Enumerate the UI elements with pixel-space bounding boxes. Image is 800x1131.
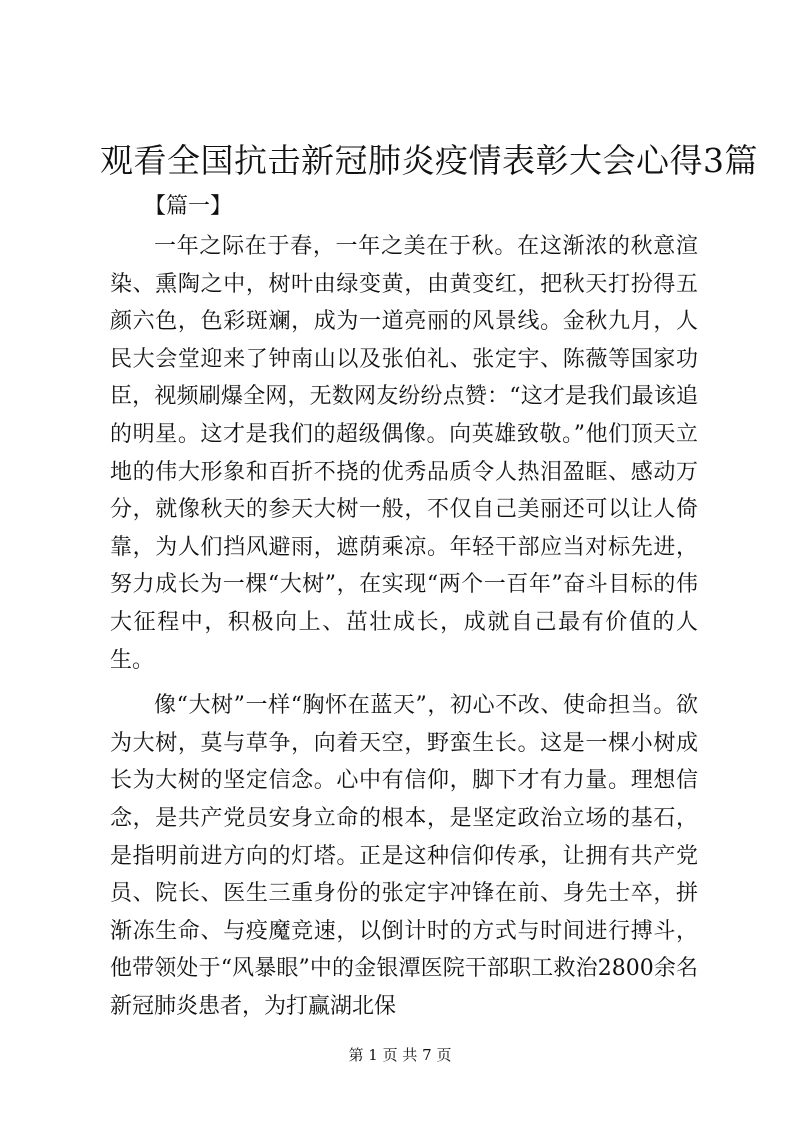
paragraph-1: 一年之际在于春，一年之美在于秋。在这渐浓的秋意渲染、熏陶之中，树叶由绿变黄，由黄变红，把秋天打扮得五颜六色，色彩斑斓，成为一道亮丽的风景线。金秋九月，人民大会堂迎来了钟南山以及张伯礼、张定宇、陈薇等国家功臣，视频刷爆全网，无数网友纷纷点赞：“这才是我们最该追的明星。这才是我们的超级偶像。向英雄致敬。”他们顶天立地的伟大形象和百折不挠的优秀品质令人热泪盈眶、感动万分，就像秋天的参天大树一般，不仅自己美丽还可以让人倚靠，为人们挡风避雨，遮荫乘凉。年轻干部应当对标先进，努力成长为一棵“大树”，在实现“两个一百年”奋斗目标的伟大征程中，积极向上、茁壮成长，成就自己最有价值的人生。 bbox=[110, 234, 698, 673]
section-label: 【篇一】 bbox=[144, 194, 233, 219]
paragraph-2: 像“大树”一样“胸怀在蓝天”，初心不改、使命担当。欲为大树，莫与草争，向着天空，野蛮生长。这是一棵小树成长为大树的坚定信念。心中有信仰，脚下才有力量。理想信念，是共产党员安身立命的根本，是坚定政治立场的基石，是指明前进方向的灯塔。正是这种信仰传承，让拥有共产党员、院长、医生三重身份的张定宇冲锋在前、身先士卒，拼渐冻生命、与疫魔竞速，以倒计时的方式与时间进行搏斗，他带领处于“风暴眼”中的金银潭医院干部职工救治2800余名新冠肺炎患者，为打赢湖北保 bbox=[110, 693, 698, 1019]
document-title: 观看全国抗击新冠肺炎疫情表彰大会心得3篇 bbox=[100, 141, 758, 180]
page-number-footer: 第 1 页 共 7 页 bbox=[348, 1046, 452, 1064]
document-body bbox=[110, 228, 698, 1033]
